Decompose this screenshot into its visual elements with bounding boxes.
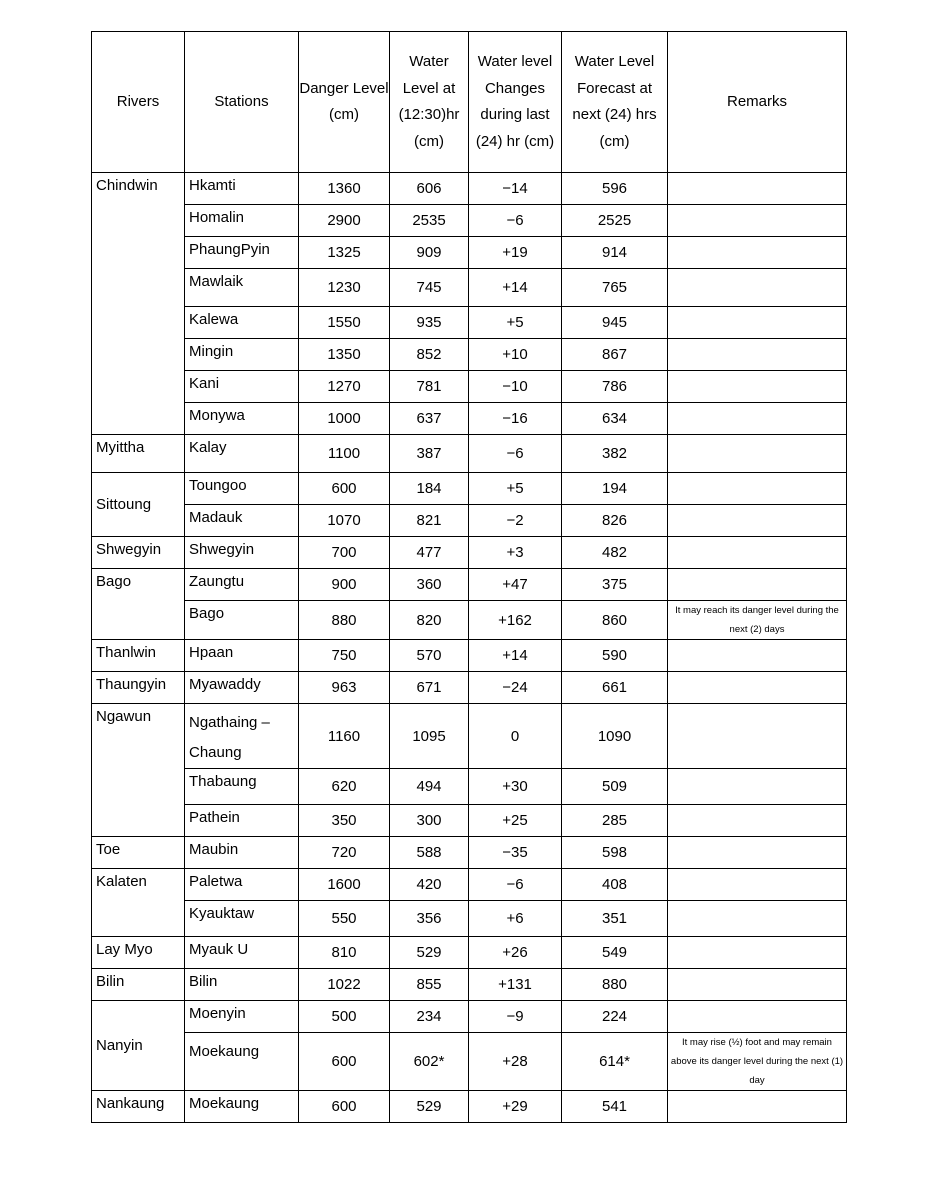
forecast-cell: 826	[562, 505, 668, 537]
table-row	[92, 805, 847, 837]
river-cell: Toe	[92, 837, 185, 869]
level-change-cell: −10	[469, 371, 562, 403]
water-level-cell: 935	[390, 307, 469, 339]
table-row	[92, 339, 847, 371]
table-row	[92, 869, 847, 901]
danger-level-cell: 1000	[299, 403, 390, 435]
header-danger-level: Danger Level (cm)	[299, 32, 390, 173]
water-level-cell: 2535	[390, 205, 469, 237]
table-row	[92, 371, 847, 403]
forecast-cell: 634	[562, 403, 668, 435]
remarks-cell	[668, 901, 847, 937]
river-cell: Nankaung	[92, 1091, 185, 1123]
table-row	[92, 505, 847, 537]
remarks-cell	[668, 672, 847, 704]
danger-level-cell: 2900	[299, 205, 390, 237]
remarks-cell	[668, 640, 847, 672]
level-change-cell: −16	[469, 403, 562, 435]
station-cell: Thabaung	[185, 769, 299, 805]
level-change-cell: +19	[469, 237, 562, 269]
table-row	[92, 237, 847, 269]
level-change-cell: +14	[469, 269, 562, 307]
danger-level-cell: 500	[299, 1001, 390, 1033]
remarks-cell	[668, 269, 847, 307]
river-cell: Bago	[92, 569, 185, 640]
river-cell: Thanlwin	[92, 640, 185, 672]
water-level-cell: 671	[390, 672, 469, 704]
station-cell: Pathein	[185, 805, 299, 837]
header-forecast: Water Level Forecast at next (24) hrs (cm)	[562, 32, 668, 173]
level-change-cell: −6	[469, 869, 562, 901]
forecast-cell: 351	[562, 901, 668, 937]
remarks-cell	[668, 435, 847, 473]
station-cell: PhaungPyin	[185, 237, 299, 269]
level-change-cell: −9	[469, 1001, 562, 1033]
forecast-cell: 596	[562, 173, 668, 205]
station-cell: Shwegyin	[185, 537, 299, 569]
forecast-cell: 549	[562, 937, 668, 969]
remarks-cell	[668, 569, 847, 601]
table-row	[92, 769, 847, 805]
level-change-cell: −2	[469, 505, 562, 537]
forecast-cell: 598	[562, 837, 668, 869]
station-cell: Kalewa	[185, 307, 299, 339]
station-cell: Bago	[185, 601, 299, 640]
forecast-cell: 375	[562, 569, 668, 601]
water-level-cell: 360	[390, 569, 469, 601]
danger-level-cell: 1360	[299, 173, 390, 205]
remarks-cell	[668, 307, 847, 339]
water-level-cell: 356	[390, 901, 469, 937]
danger-level-cell: 600	[299, 473, 390, 505]
forecast-cell: 914	[562, 237, 668, 269]
water-level-table	[91, 31, 847, 1123]
station-cell: Moekaung	[185, 1033, 299, 1091]
danger-level-cell: 750	[299, 640, 390, 672]
station-cell: Bilin	[185, 969, 299, 1001]
remarks-cell	[668, 704, 847, 769]
level-change-cell: +131	[469, 969, 562, 1001]
danger-level-cell: 1270	[299, 371, 390, 403]
level-change-cell: +14	[469, 640, 562, 672]
water-level-cell: 494	[390, 769, 469, 805]
remarks-cell	[668, 769, 847, 805]
danger-level-cell: 1600	[299, 869, 390, 901]
header-water-level: Water Level at (12:30)hr (cm)	[390, 32, 469, 173]
danger-level-cell: 880	[299, 601, 390, 640]
level-change-cell: +5	[469, 307, 562, 339]
remarks-cell	[668, 403, 847, 435]
danger-level-cell: 600	[299, 1091, 390, 1123]
level-change-cell: −35	[469, 837, 562, 869]
danger-level-cell: 810	[299, 937, 390, 969]
level-change-cell: +47	[469, 569, 562, 601]
forecast-cell: 867	[562, 339, 668, 371]
forecast-cell: 408	[562, 869, 668, 901]
river-cell: Bilin	[92, 969, 185, 1001]
forecast-cell: 661	[562, 672, 668, 704]
header-stations: Stations	[185, 32, 299, 173]
danger-level-cell: 1100	[299, 435, 390, 473]
table-row	[92, 1091, 847, 1123]
water-level-cell: 477	[390, 537, 469, 569]
river-cell: Kalaten	[92, 869, 185, 937]
station-cell: Hpaan	[185, 640, 299, 672]
danger-level-cell: 1230	[299, 269, 390, 307]
station-cell: Madauk	[185, 505, 299, 537]
water-level-cell: 184	[390, 473, 469, 505]
level-change-cell: +5	[469, 473, 562, 505]
table-body	[92, 173, 847, 1123]
water-level-cell: 602*	[390, 1033, 469, 1091]
danger-level-cell: 600	[299, 1033, 390, 1091]
forecast-cell: 224	[562, 1001, 668, 1033]
water-level-cell: 529	[390, 937, 469, 969]
river-cell: Ngawun	[92, 704, 185, 837]
forecast-cell: 194	[562, 473, 668, 505]
river-cell: Nanyin	[92, 1001, 185, 1091]
station-cell: Kani	[185, 371, 299, 403]
remarks-cell	[668, 237, 847, 269]
remarks-cell	[668, 339, 847, 371]
table-row	[92, 601, 847, 640]
header-rivers: Rivers	[92, 32, 185, 173]
station-cell: Maubin	[185, 837, 299, 869]
forecast-cell: 382	[562, 435, 668, 473]
station-cell: Homalin	[185, 205, 299, 237]
table-row	[92, 937, 847, 969]
remarks-cell: It may rise (½) foot and may remain above its danger level during the next (1) day	[668, 1033, 847, 1091]
level-change-cell: +30	[469, 769, 562, 805]
forecast-cell: 482	[562, 537, 668, 569]
water-level-cell: 781	[390, 371, 469, 403]
level-change-cell: +26	[469, 937, 562, 969]
danger-level-cell: 900	[299, 569, 390, 601]
table-row	[92, 837, 847, 869]
remarks-cell	[668, 505, 847, 537]
forecast-cell: 880	[562, 969, 668, 1001]
station-cell: Myauk U	[185, 937, 299, 969]
station-cell: Ngathaing – Chaung	[185, 704, 299, 769]
river-cell: Lay Myo	[92, 937, 185, 969]
table-row	[92, 403, 847, 435]
level-change-cell: −6	[469, 435, 562, 473]
water-level-cell: 234	[390, 1001, 469, 1033]
table-row	[92, 901, 847, 937]
danger-level-cell: 1160	[299, 704, 390, 769]
level-change-cell: +25	[469, 805, 562, 837]
forecast-cell: 285	[562, 805, 668, 837]
danger-level-cell: 350	[299, 805, 390, 837]
level-change-cell: 0	[469, 704, 562, 769]
danger-level-cell: 700	[299, 537, 390, 569]
water-level-cell: 529	[390, 1091, 469, 1123]
water-level-cell: 820	[390, 601, 469, 640]
forecast-cell: 590	[562, 640, 668, 672]
remarks-cell	[668, 869, 847, 901]
river-cell: Shwegyin	[92, 537, 185, 569]
water-level-cell: 821	[390, 505, 469, 537]
table-row	[92, 269, 847, 307]
table-row	[92, 640, 847, 672]
station-cell: Zaungtu	[185, 569, 299, 601]
water-level-cell: 1095	[390, 704, 469, 769]
header-row	[92, 32, 847, 173]
forecast-cell: 614*	[562, 1033, 668, 1091]
remarks-cell	[668, 969, 847, 1001]
level-change-cell: −24	[469, 672, 562, 704]
level-change-cell: +28	[469, 1033, 562, 1091]
level-change-cell: +29	[469, 1091, 562, 1123]
station-cell: Toungoo	[185, 473, 299, 505]
water-level-cell: 855	[390, 969, 469, 1001]
remarks-cell	[668, 371, 847, 403]
remarks-cell	[668, 173, 847, 205]
danger-level-cell: 1070	[299, 505, 390, 537]
remarks-cell	[668, 805, 847, 837]
table-row	[92, 969, 847, 1001]
header-remarks: Remarks	[668, 32, 847, 173]
water-level-cell: 570	[390, 640, 469, 672]
station-cell: Myawaddy	[185, 672, 299, 704]
water-level-cell: 606	[390, 173, 469, 205]
danger-level-cell: 620	[299, 769, 390, 805]
water-level-cell: 852	[390, 339, 469, 371]
station-cell: Moenyin	[185, 1001, 299, 1033]
table-row	[92, 435, 847, 473]
water-level-cell: 637	[390, 403, 469, 435]
table-row	[92, 537, 847, 569]
river-cell: Myittha	[92, 435, 185, 473]
table-row	[92, 704, 847, 769]
station-cell: Kalay	[185, 435, 299, 473]
remarks-cell	[668, 1001, 847, 1033]
station-cell: Paletwa	[185, 869, 299, 901]
water-level-cell: 588	[390, 837, 469, 869]
remarks-cell	[668, 837, 847, 869]
remarks-cell	[668, 537, 847, 569]
station-cell: Kyauktaw	[185, 901, 299, 937]
forecast-cell: 1090	[562, 704, 668, 769]
level-change-cell: −6	[469, 205, 562, 237]
remarks-cell: It may reach its danger level during the next (2) days	[668, 601, 847, 640]
water-level-cell: 300	[390, 805, 469, 837]
danger-level-cell: 1022	[299, 969, 390, 1001]
forecast-cell: 541	[562, 1091, 668, 1123]
station-cell: Mawlaik	[185, 269, 299, 307]
forecast-cell: 2525	[562, 205, 668, 237]
danger-level-cell: 550	[299, 901, 390, 937]
danger-level-cell: 720	[299, 837, 390, 869]
table-row	[92, 569, 847, 601]
level-change-cell: +162	[469, 601, 562, 640]
level-change-cell: +10	[469, 339, 562, 371]
level-change-cell: +6	[469, 901, 562, 937]
station-cell: Monywa	[185, 403, 299, 435]
table-row	[92, 205, 847, 237]
station-cell: Mingin	[185, 339, 299, 371]
station-cell: Moekaung	[185, 1091, 299, 1123]
remarks-cell	[668, 473, 847, 505]
water-level-cell: 420	[390, 869, 469, 901]
water-level-cell: 745	[390, 269, 469, 307]
header-level-changes: Water level Changes during last (24) hr (cm)	[469, 32, 562, 173]
river-cell: Sittoung	[92, 473, 185, 537]
water-level-cell: 909	[390, 237, 469, 269]
forecast-cell: 860	[562, 601, 668, 640]
danger-level-cell: 1550	[299, 307, 390, 339]
danger-level-cell: 1350	[299, 339, 390, 371]
station-cell: Hkamti	[185, 173, 299, 205]
table-row	[92, 1001, 847, 1033]
table-row	[92, 307, 847, 339]
forecast-cell: 786	[562, 371, 668, 403]
level-change-cell: −14	[469, 173, 562, 205]
forecast-cell: 509	[562, 769, 668, 805]
forecast-cell: 765	[562, 269, 668, 307]
remarks-cell	[668, 1091, 847, 1123]
forecast-cell: 945	[562, 307, 668, 339]
water-level-table-container	[91, 31, 846, 1123]
danger-level-cell: 963	[299, 672, 390, 704]
river-cell: Chindwin	[92, 173, 185, 435]
table-row	[92, 473, 847, 505]
remarks-cell	[668, 205, 847, 237]
table-row	[92, 1033, 847, 1091]
water-level-cell: 387	[390, 435, 469, 473]
table-row	[92, 173, 847, 205]
table-row	[92, 672, 847, 704]
danger-level-cell: 1325	[299, 237, 390, 269]
remarks-cell	[668, 937, 847, 969]
river-cell: Thaungyin	[92, 672, 185, 704]
level-change-cell: +3	[469, 537, 562, 569]
